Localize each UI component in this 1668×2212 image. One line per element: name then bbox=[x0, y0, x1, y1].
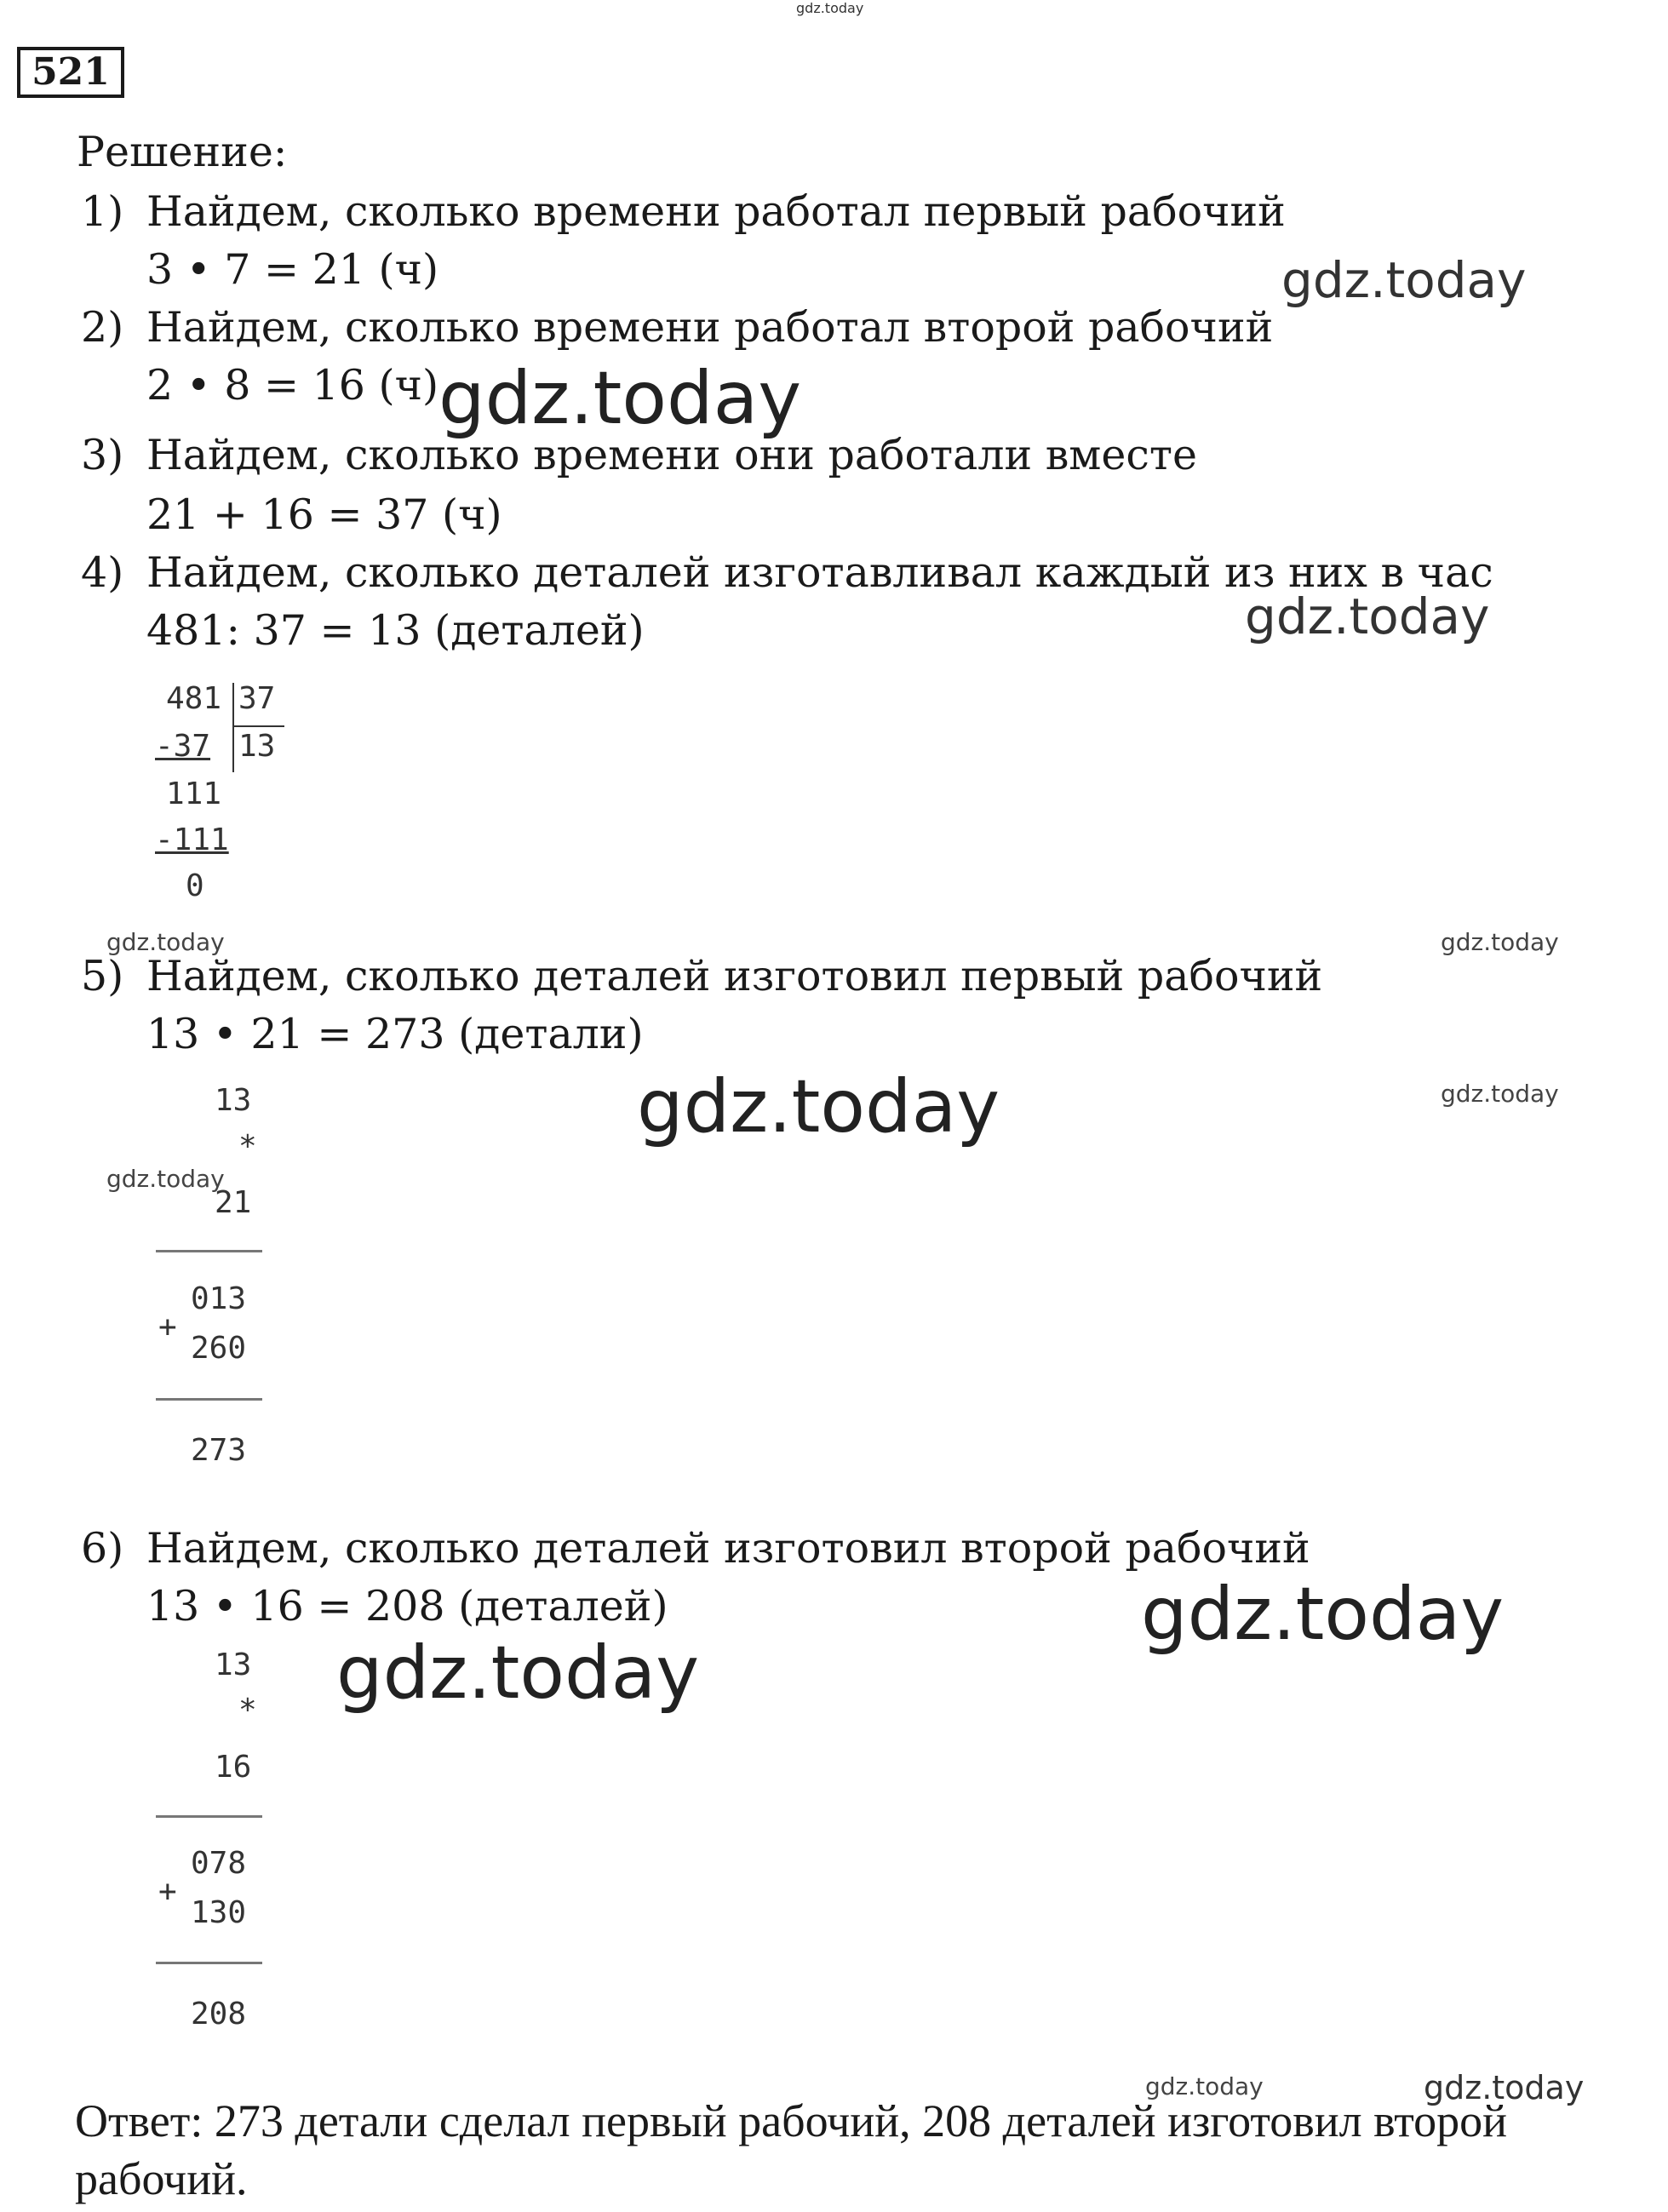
watermark: gdz.today bbox=[1424, 2069, 1585, 2106]
step-text: Найдем, сколько деталей изготовил второй рабочий bbox=[146, 1524, 1310, 1573]
step-calc: 481: 37 = 13 (деталей) bbox=[146, 606, 645, 655]
division-remainder: 111 bbox=[166, 776, 222, 811]
division-divisor-rule bbox=[233, 725, 284, 727]
mult-rule bbox=[156, 1250, 262, 1252]
mult-partial: 013 bbox=[191, 1281, 247, 1316]
mult-factor: 16 bbox=[215, 1750, 252, 1785]
watermark: gdz.today bbox=[1245, 587, 1490, 645]
step-text: Найдем, сколько деталей изготовил первый рабочий bbox=[146, 952, 1323, 1000]
step-calc: 21 + 16 = 37 (ч) bbox=[146, 490, 502, 539]
answer-line: Ответ: 273 детали сделал первый рабочий, 208 деталей изготовил второй bbox=[75, 2095, 1508, 2146]
step-calc: 2 • 8 = 16 (ч) bbox=[146, 361, 439, 410]
watermark: gdz.today bbox=[438, 356, 802, 441]
mult-partial: 130 bbox=[191, 1895, 247, 1930]
mult-operator: * bbox=[238, 1129, 257, 1164]
mult-partial: 078 bbox=[191, 1846, 247, 1881]
watermark: gdz.today bbox=[1441, 1080, 1559, 1108]
solution-heading: Решение: bbox=[77, 128, 288, 176]
mult-operator: * bbox=[238, 1693, 257, 1728]
watermark: gdz.today bbox=[336, 1630, 700, 1716]
step-number: 2) bbox=[81, 303, 124, 352]
step-text: Найдем, сколько деталей изготавливал каждый из них в час bbox=[146, 548, 1493, 597]
mult-result: 208 bbox=[191, 1997, 247, 2031]
watermark: gdz.today bbox=[1281, 251, 1527, 309]
division-quotient: 13 bbox=[238, 729, 276, 764]
watermark: gdz.today bbox=[106, 1165, 225, 1193]
mult-rule bbox=[156, 1962, 262, 1964]
step-text: Найдем, сколько времени работал второй рабочий bbox=[146, 303, 1274, 352]
watermark: gdz.today bbox=[637, 1064, 1000, 1149]
division-dividend: 481 bbox=[166, 681, 222, 716]
mult-result: 273 bbox=[191, 1433, 247, 1468]
step-number: 6) bbox=[81, 1524, 124, 1573]
mult-factor: 21 bbox=[215, 1185, 252, 1220]
mult-partial: 260 bbox=[191, 1331, 247, 1366]
step-number: 4) bbox=[81, 548, 124, 597]
division-subtrahend: -37 bbox=[155, 729, 211, 764]
division-vertical-rule bbox=[232, 683, 234, 772]
step-number: 5) bbox=[81, 952, 124, 1000]
step-number: 3) bbox=[81, 431, 124, 479]
division-subtrahend: -111 bbox=[155, 822, 229, 857]
step-text: Найдем, сколько времени работал первый рабочий bbox=[146, 187, 1286, 236]
mult-plus: + bbox=[158, 1309, 177, 1344]
mult-rule bbox=[156, 1398, 262, 1401]
watermark: gdz.today bbox=[1141, 1572, 1505, 1657]
step-calc: 3 • 7 = 21 (ч) bbox=[146, 245, 439, 294]
answer-line: рабочий. bbox=[75, 2153, 248, 2204]
step-text: Найдем, сколько времени они работали вместе bbox=[146, 431, 1197, 479]
step-calc: 13 • 21 = 273 (детали) bbox=[146, 1010, 644, 1058]
mult-rule bbox=[156, 1815, 262, 1818]
step-calc: 13 • 16 = 208 (деталей) bbox=[146, 1582, 668, 1630]
mult-factor: 13 bbox=[215, 1083, 252, 1118]
watermark: gdz.today bbox=[1145, 2072, 1264, 2100]
watermark: gdz.today bbox=[796, 0, 864, 16]
step-number: 1) bbox=[81, 187, 124, 236]
division-result: 0 bbox=[186, 868, 204, 903]
mult-plus: + bbox=[158, 1874, 177, 1909]
mult-factor: 13 bbox=[215, 1648, 252, 1682]
task-number: 521 bbox=[17, 47, 124, 98]
watermark: gdz.today bbox=[1441, 928, 1559, 956]
division-divisor: 37 bbox=[238, 681, 276, 716]
watermark: gdz.today bbox=[106, 928, 225, 956]
